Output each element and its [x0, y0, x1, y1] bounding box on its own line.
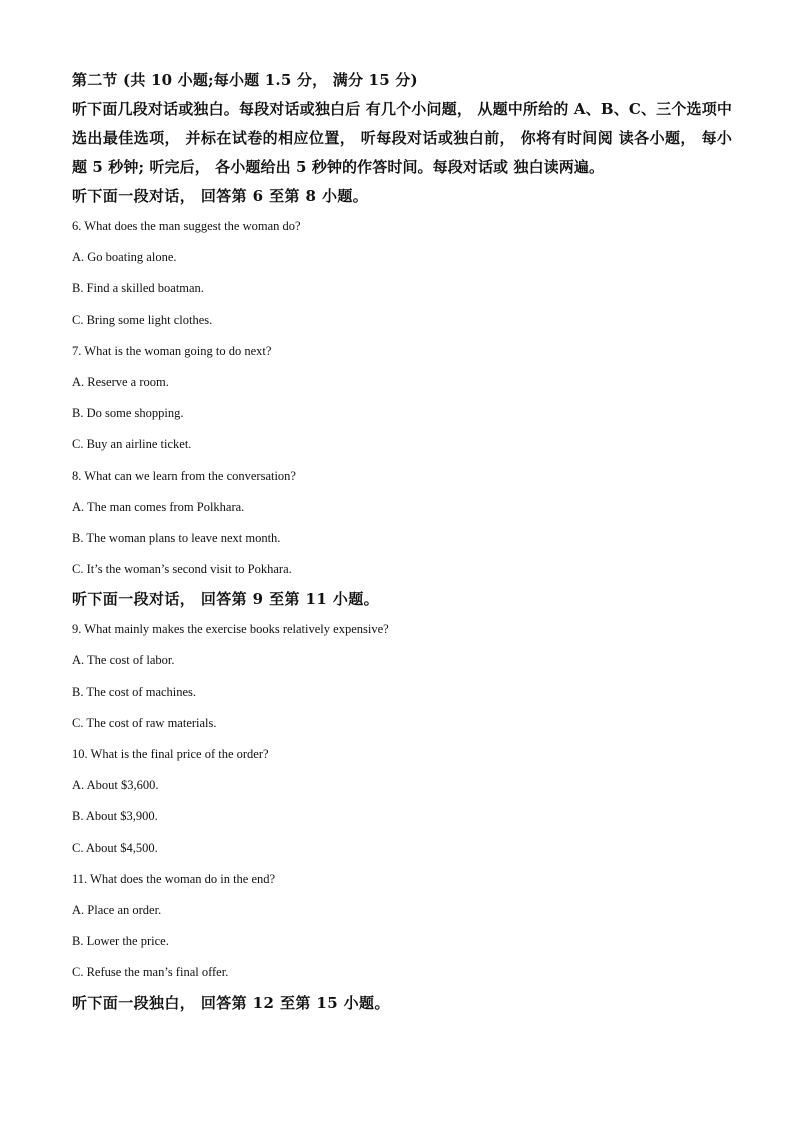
option-b: B. Do some shopping.: [72, 406, 184, 421]
question-text: 6. What does the man suggest the woman do?: [72, 219, 301, 233]
option-a: A. The man comes from Polkhara.: [72, 499, 245, 514]
question-text: 7. What is the woman going to do next?: [72, 343, 272, 358]
option-b: B. Lower the price.: [72, 934, 169, 949]
question-block: [72, 614, 732, 739]
option-b: B. The woman plans to leave next month.: [72, 530, 281, 545]
option-b: B. Find a skilled boatman.: [72, 281, 204, 296]
option-a: A. About $3,600.: [72, 778, 159, 793]
option-c: C. Bring some light clothes.: [72, 312, 213, 327]
section-title: 听下面一段对话， 回答第 9 至第 11 小题。: [72, 590, 380, 609]
question-block: [72, 461, 732, 586]
question-block: [72, 864, 732, 989]
option-b: B. The cost of machines.: [72, 684, 197, 699]
question-block: [72, 739, 732, 864]
option-b: B. About $3,900.: [72, 809, 158, 824]
question-text: 8. What can we learn from the conversation?: [72, 468, 296, 483]
question-text: 10. What is the final price of the order?: [72, 747, 269, 761]
option-a: A. The cost of labor.: [72, 653, 175, 668]
question-text: 11. What does the woman do in the end?: [72, 871, 276, 886]
section-title: 听下面一段对话， 回答第 6 至第 8 小题。: [72, 187, 369, 205]
instructions-paragraph: 听下面几段对话或独白。每段对话或独白后 有几个小问题， 从题中所给的 A、B、C、三个选项中选出最佳选项， 并标在试卷的相应位置， 听每段对话或独白前， 你将有时间阅 读各小题， 每小题 5 秒钟; 听完后， 各小题给出 5 秒钟的作答时间。每段对话或 独白读两遍。: [72, 100, 732, 176]
option-a: A. Place an order.: [72, 902, 162, 917]
part-heading: 第二节 (共 10 小题;每小题 1.5 分， 满分 15 分): [72, 71, 418, 89]
option-c: C. Buy an airline ticket.: [72, 437, 192, 452]
question-text: 9. What mainly makes the exercise books relatively expensive?: [72, 622, 389, 637]
question-block: [72, 211, 732, 336]
section-title: 听下面一段独白， 回答第 12 至第 15 小题。: [72, 993, 390, 1012]
document-page: [72, 66, 732, 1018]
option-c: C. About $4,500.: [72, 840, 158, 855]
question-block: [72, 336, 732, 461]
option-a: A. Reserve a room.: [72, 374, 169, 389]
option-c: C. Refuse the man’s final offer.: [72, 965, 229, 980]
option-c: C. It’s the woman’s second visit to Pokhara.: [72, 562, 292, 577]
option-a: A. Go boating alone.: [72, 250, 177, 265]
option-c: C. The cost of raw materials.: [72, 715, 217, 730]
